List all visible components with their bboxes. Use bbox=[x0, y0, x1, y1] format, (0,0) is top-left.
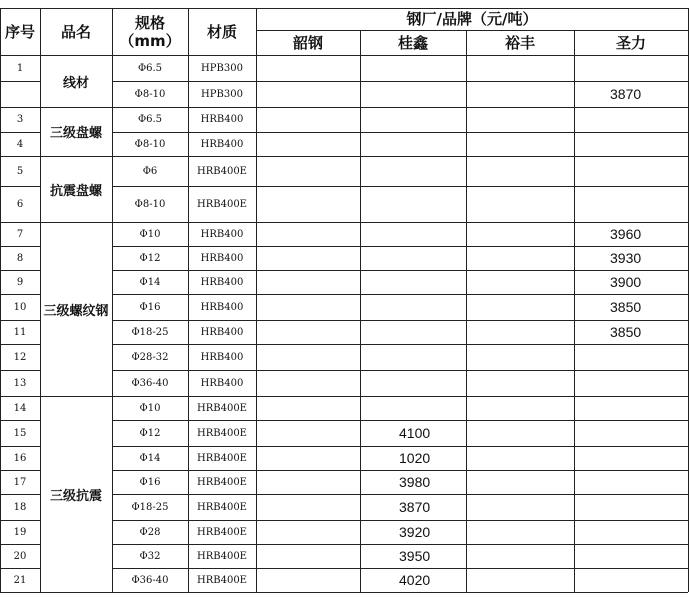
price-cell-yufeng bbox=[466, 55, 574, 81]
row-divider bbox=[0, 246, 40, 247]
column-divider bbox=[574, 30, 575, 592]
price-cell-yufeng bbox=[466, 270, 574, 294]
row-material: HRB400 bbox=[200, 138, 244, 150]
price-cell-yufeng bbox=[466, 107, 574, 132]
row-spec: Φ32 bbox=[139, 550, 161, 562]
price-cell-shengli bbox=[574, 132, 688, 156]
price-cell-shaogang bbox=[256, 494, 360, 520]
price-cell-guixin bbox=[360, 320, 466, 344]
price-cell-guixin bbox=[360, 270, 466, 294]
row-spec: Φ12 bbox=[139, 252, 161, 264]
row-divider bbox=[0, 294, 40, 295]
price-cell-yufeng bbox=[466, 420, 574, 446]
header-group-divider bbox=[256, 30, 688, 31]
price-cell-shaogang bbox=[256, 55, 360, 81]
product-name: 三级盘螺 bbox=[49, 126, 102, 141]
price-cell-guixin bbox=[360, 396, 466, 420]
row-material: HRB400 bbox=[200, 301, 244, 313]
product-name: 抗震盘螺 bbox=[49, 183, 102, 199]
row-divider bbox=[0, 520, 40, 521]
row-index: 21 bbox=[13, 574, 27, 586]
price-cell-yufeng bbox=[466, 246, 574, 270]
price-cell-shengli bbox=[574, 520, 688, 544]
row-index: 17 bbox=[13, 476, 27, 488]
row-index: 1 bbox=[16, 62, 24, 74]
row-material: HRB400E bbox=[197, 501, 247, 513]
price-cell-yufeng bbox=[466, 320, 574, 344]
row-material: HRB400E bbox=[197, 452, 247, 464]
price-cell-shengli: 3850 bbox=[610, 299, 642, 315]
price-cell-guixin bbox=[360, 370, 466, 396]
price-cell-guixin bbox=[360, 222, 466, 246]
product-name: 三级抗震 bbox=[49, 488, 102, 504]
price-cell-guixin: 3920 bbox=[399, 524, 431, 540]
price-cell-shaogang bbox=[256, 107, 360, 132]
row-spec: Φ6.5 bbox=[137, 62, 163, 74]
price-cell-shaogang bbox=[256, 294, 360, 320]
price-cell-shengli bbox=[574, 156, 688, 186]
price-cell-guixin bbox=[360, 55, 466, 81]
row-material: HRB400 bbox=[200, 326, 244, 338]
row-divider bbox=[0, 420, 40, 421]
price-cell-shaogang bbox=[256, 132, 360, 156]
price-cell-guixin bbox=[360, 156, 466, 186]
row-divider bbox=[0, 344, 40, 345]
row-spec: Φ36-40 bbox=[131, 377, 169, 389]
row-spec: Φ8-10 bbox=[134, 198, 166, 210]
row-divider bbox=[112, 132, 688, 133]
price-cell-guixin bbox=[360, 107, 466, 132]
price-cell-shaogang bbox=[256, 81, 360, 107]
row-material: HRB400E bbox=[197, 476, 247, 488]
price-cell-shengli bbox=[574, 55, 688, 81]
row-spec: Φ8-10 bbox=[134, 138, 166, 150]
price-cell-shengli bbox=[574, 344, 688, 370]
header-brand-shaogang: 韶钢 bbox=[292, 33, 323, 52]
price-cell-yufeng bbox=[466, 568, 574, 592]
row-divider bbox=[112, 568, 688, 569]
row-spec: Φ18-25 bbox=[131, 501, 169, 513]
row-material: HRB400 bbox=[200, 351, 244, 363]
column-divider bbox=[112, 8, 113, 592]
header-spec bbox=[112, 8, 188, 55]
row-spec: Φ14 bbox=[139, 452, 161, 464]
row-index: 15 bbox=[13, 427, 27, 439]
row-divider bbox=[112, 186, 688, 187]
row-divider bbox=[112, 344, 688, 345]
price-cell-shengli bbox=[574, 107, 688, 132]
price-cell-yufeng bbox=[466, 494, 574, 520]
row-divider bbox=[0, 222, 688, 223]
row-divider bbox=[0, 544, 40, 545]
row-material: HRB400E bbox=[197, 402, 247, 414]
row-divider bbox=[0, 132, 40, 133]
price-cell-shengli: 3930 bbox=[610, 250, 642, 266]
header-brand-yufeng: 裕丰 bbox=[504, 33, 535, 52]
row-material: HRB400E bbox=[197, 427, 247, 439]
row-index: 12 bbox=[13, 351, 27, 363]
table-top-border bbox=[0, 8, 688, 9]
price-cell-yufeng bbox=[466, 446, 574, 470]
price-cell-shengli: 3870 bbox=[610, 86, 642, 102]
row-index: 3 bbox=[16, 114, 24, 125]
row-index: 7 bbox=[16, 228, 24, 240]
price-cell-yufeng bbox=[466, 132, 574, 156]
row-divider bbox=[112, 446, 688, 447]
row-divider bbox=[112, 246, 688, 247]
price-cell-guixin: 3950 bbox=[399, 548, 431, 564]
row-divider bbox=[0, 568, 40, 569]
price-cell-guixin: 3870 bbox=[399, 499, 431, 515]
row-spec: Φ16 bbox=[139, 476, 161, 488]
price-cell-yufeng bbox=[466, 544, 574, 568]
price-cell-shengli: 3850 bbox=[610, 324, 642, 340]
row-material: HRB400E bbox=[197, 550, 247, 562]
price-cell-shengli: 3960 bbox=[610, 226, 642, 242]
price-cell-yufeng bbox=[466, 186, 574, 222]
price-cell-shengli bbox=[574, 396, 688, 420]
price-cell-yufeng bbox=[466, 344, 574, 370]
price-cell-yufeng bbox=[466, 156, 574, 186]
row-index: 5 bbox=[16, 165, 24, 177]
row-material: HRB400 bbox=[200, 252, 244, 264]
price-cell-shaogang bbox=[256, 396, 360, 420]
price-cell-guixin bbox=[360, 132, 466, 156]
row-material: HRB400E bbox=[197, 165, 247, 177]
row-material: HRB400E bbox=[197, 574, 247, 586]
row-index: 11 bbox=[13, 326, 27, 338]
row-divider bbox=[0, 494, 40, 495]
column-divider bbox=[40, 8, 41, 592]
row-divider bbox=[0, 446, 40, 447]
row-index: 4 bbox=[16, 138, 24, 150]
price-cell-guixin bbox=[360, 344, 466, 370]
row-divider bbox=[0, 186, 40, 187]
price-cell-guixin bbox=[360, 246, 466, 270]
row-divider bbox=[0, 270, 40, 271]
row-material: HRB400E bbox=[197, 198, 247, 210]
price-cell-yufeng bbox=[466, 396, 574, 420]
price-cell-guixin: 3980 bbox=[399, 474, 431, 490]
price-cell-yufeng bbox=[466, 294, 574, 320]
row-divider bbox=[112, 520, 688, 521]
row-index: 13 bbox=[13, 377, 27, 389]
price-cell-shaogang bbox=[256, 344, 360, 370]
row-spec: Φ6.5 bbox=[137, 114, 163, 125]
row-spec: Φ10 bbox=[139, 228, 161, 240]
price-cell-shengli bbox=[574, 446, 688, 470]
price-cell-shaogang bbox=[256, 370, 360, 396]
header-name: 品名 bbox=[60, 22, 91, 41]
table-bottom-border bbox=[0, 592, 688, 593]
price-cell-shaogang bbox=[256, 544, 360, 568]
header-brand-guixin: 桂鑫 bbox=[397, 33, 428, 52]
row-material: HPB300 bbox=[201, 88, 243, 100]
row-spec: Φ14 bbox=[139, 276, 161, 288]
header-material: 材质 bbox=[206, 22, 237, 41]
row-index: 10 bbox=[13, 301, 27, 313]
price-cell-shaogang bbox=[256, 520, 360, 544]
price-cell-yufeng bbox=[466, 222, 574, 246]
row-index: 6 bbox=[16, 198, 24, 210]
row-material: HRB400E bbox=[197, 526, 247, 538]
row-divider bbox=[112, 294, 688, 295]
row-divider bbox=[112, 420, 688, 421]
price-cell-shengli: 3900 bbox=[610, 274, 642, 290]
row-divider bbox=[0, 470, 40, 471]
price-cell-guixin bbox=[360, 81, 466, 107]
row-divider bbox=[0, 396, 688, 397]
price-cell-shaogang bbox=[256, 222, 360, 246]
row-divider bbox=[112, 370, 688, 371]
row-material: HRB400 bbox=[200, 114, 244, 125]
price-cell-shaogang bbox=[256, 320, 360, 344]
price-cell-shengli bbox=[574, 470, 688, 494]
row-material: HRB400 bbox=[200, 228, 244, 240]
table-right-border bbox=[688, 8, 689, 592]
row-material: HRB400 bbox=[200, 377, 244, 389]
row-divider bbox=[0, 320, 40, 321]
price-cell-shaogang bbox=[256, 246, 360, 270]
row-divider bbox=[112, 270, 688, 271]
row-divider bbox=[112, 470, 688, 471]
price-cell-shengli bbox=[574, 370, 688, 396]
header-brand-shengli: 圣力 bbox=[615, 33, 646, 52]
row-divider bbox=[112, 544, 688, 545]
price-cell-shaogang bbox=[256, 420, 360, 446]
row-spec: Φ18-25 bbox=[131, 326, 169, 338]
price-cell-guixin bbox=[360, 294, 466, 320]
price-cell-shengli bbox=[574, 544, 688, 568]
price-cell-yufeng bbox=[466, 370, 574, 396]
price-cell-shengli bbox=[574, 186, 688, 222]
row-spec: Φ10 bbox=[139, 402, 161, 414]
price-cell-guixin: 1020 bbox=[399, 450, 431, 466]
row-divider bbox=[112, 494, 688, 495]
price-cell-shaogang bbox=[256, 186, 360, 222]
row-index: 14 bbox=[13, 402, 27, 414]
header-bottom-border bbox=[0, 55, 688, 56]
header-spec-unit: （mm） bbox=[119, 31, 181, 50]
row-spec: Φ16 bbox=[139, 301, 161, 313]
row-divider bbox=[0, 81, 40, 82]
price-cell-guixin: 4020 bbox=[399, 572, 431, 588]
column-divider bbox=[188, 8, 189, 592]
row-spec: Φ36-40 bbox=[131, 574, 169, 586]
row-divider bbox=[112, 320, 688, 321]
price-cell-shaogang bbox=[256, 270, 360, 294]
price-cell-yufeng bbox=[466, 470, 574, 494]
row-divider bbox=[112, 81, 688, 82]
row-index: 8 bbox=[16, 252, 24, 264]
row-material: HPB300 bbox=[201, 62, 243, 74]
row-material: HRB400 bbox=[200, 276, 244, 288]
row-index: 19 bbox=[13, 526, 27, 538]
row-index: 20 bbox=[13, 550, 27, 562]
row-divider bbox=[0, 370, 40, 371]
price-cell-shaogang bbox=[256, 470, 360, 494]
product-name: 线材 bbox=[62, 75, 89, 91]
row-spec: Φ6 bbox=[142, 165, 158, 177]
price-cell-shengli bbox=[574, 420, 688, 446]
price-cell-yufeng bbox=[466, 520, 574, 544]
row-spec: Φ28 bbox=[139, 526, 161, 538]
column-divider bbox=[360, 30, 361, 592]
product-name: 三级螺纹钢 bbox=[43, 303, 109, 319]
table-left-border bbox=[0, 8, 1, 592]
header-brand-group: 钢厂/品牌（元/吨） bbox=[406, 10, 538, 28]
price-cell-guixin: 4100 bbox=[399, 425, 431, 441]
header-spec-label: 规格 bbox=[134, 13, 165, 32]
row-divider bbox=[0, 156, 688, 157]
price-cell-shaogang bbox=[256, 568, 360, 592]
price-cell-shaogang bbox=[256, 156, 360, 186]
price-cell-shengli bbox=[574, 568, 688, 592]
price-cell-shaogang bbox=[256, 446, 360, 470]
price-cell-shengli bbox=[574, 494, 688, 520]
row-index: 16 bbox=[13, 452, 27, 464]
row-spec: Φ8-10 bbox=[134, 88, 166, 100]
row-spec: Φ12 bbox=[139, 427, 161, 439]
price-cell-yufeng bbox=[466, 81, 574, 107]
header-index: 序号 bbox=[4, 22, 35, 41]
row-divider bbox=[0, 107, 688, 108]
row-index: 9 bbox=[16, 276, 24, 288]
row-index: 18 bbox=[13, 501, 27, 513]
row-index bbox=[0, 81, 40, 107]
price-cell-guixin bbox=[360, 186, 466, 222]
row-spec: Φ28-32 bbox=[131, 351, 169, 363]
column-divider bbox=[256, 8, 257, 592]
column-divider bbox=[466, 30, 467, 592]
